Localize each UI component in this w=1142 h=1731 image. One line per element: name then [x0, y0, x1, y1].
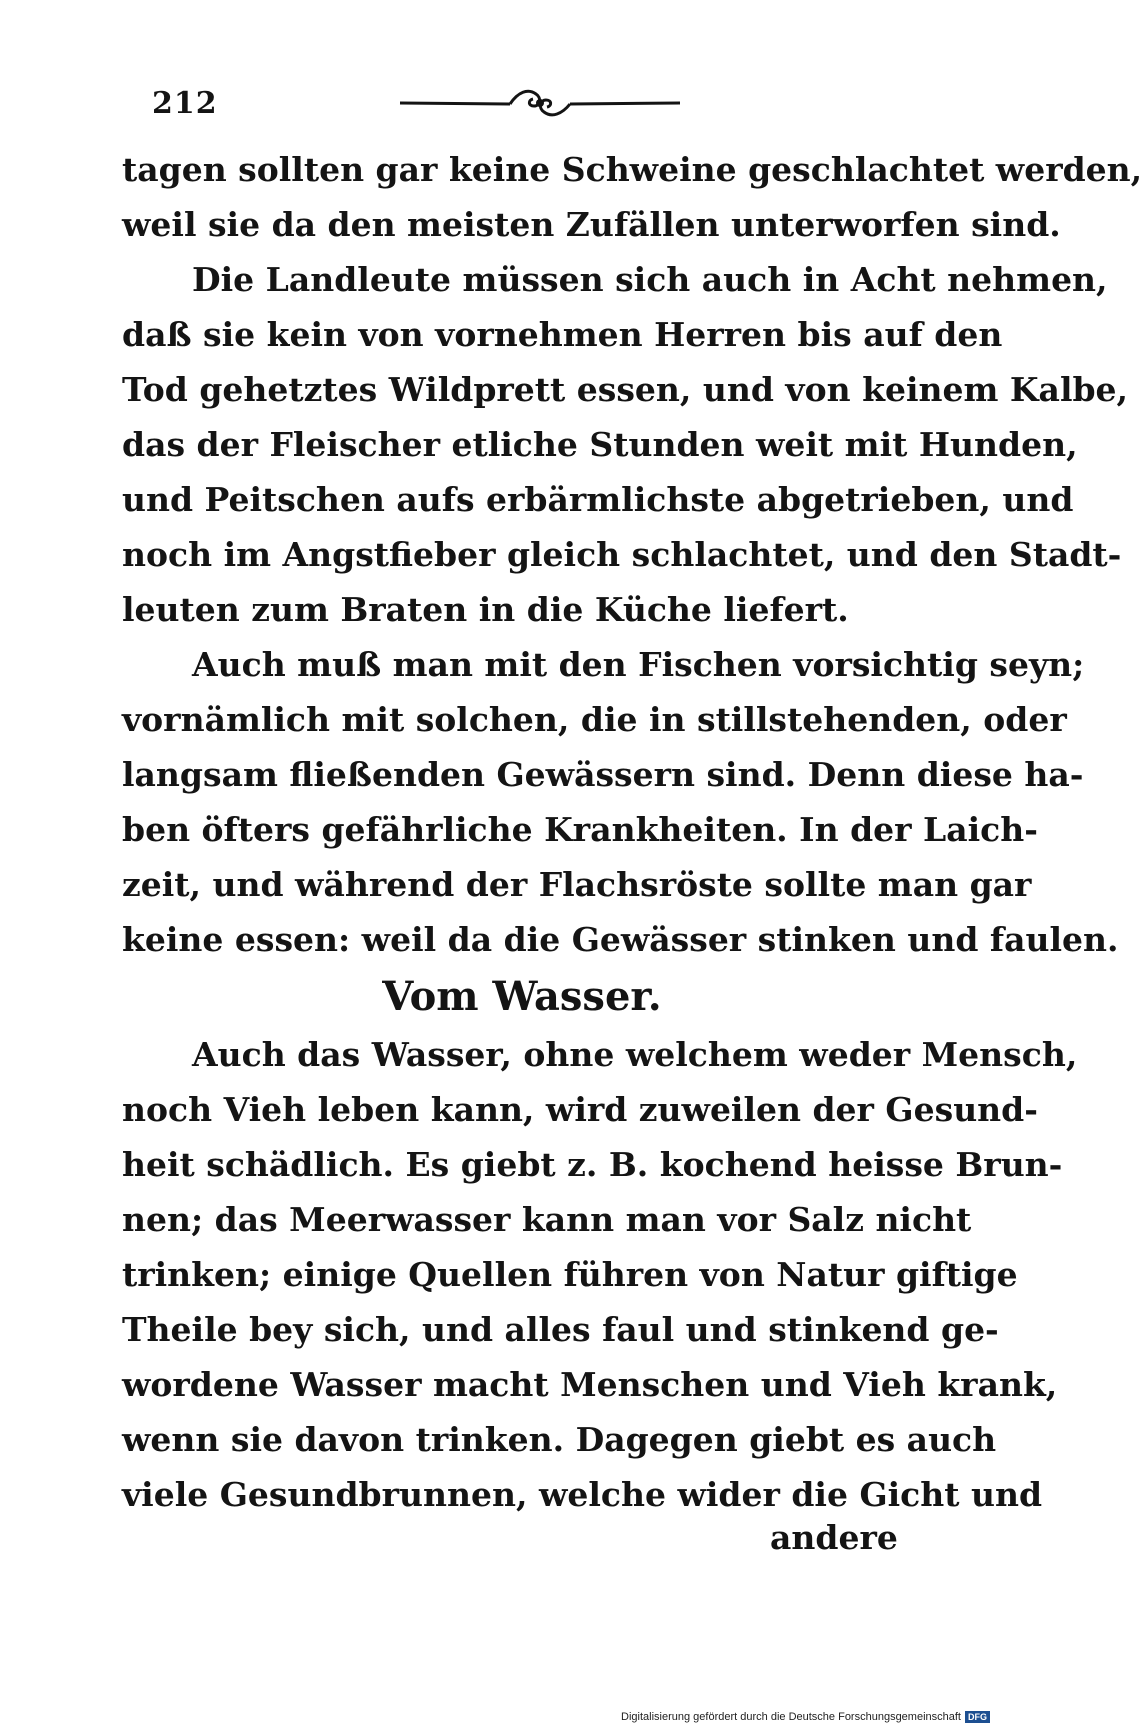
text-line: langsam fließenden Gewässern sind. Denn diese ha- — [122, 755, 1084, 794]
header-ornament-icon — [390, 78, 690, 128]
text-line: Die Landleute müssen sich auch in Acht nehmen, — [192, 260, 1108, 299]
text-line: Tod gehetztes Wildprett essen, und von keinem Kalbe, — [122, 370, 1129, 409]
text-line: Auch das Wasser, ohne welchem weder Mensch, — [192, 1035, 1078, 1074]
text-line: weil sie da den meisten Zufällen unterworfen sind. — [122, 205, 1061, 244]
text-line: tagen sollten gar keine Schweine geschlachtet werden, — [122, 150, 1142, 189]
text-line: wordene Wasser macht Menschen und Vieh krank, — [122, 1365, 1058, 1404]
text-line: leuten zum Braten in die Küche liefert. — [122, 590, 849, 629]
text-line: viele Gesundbrunnen, welche wider die Gicht und — [122, 1475, 1043, 1514]
text-line: zeit, und während der Flachsröste sollte man gar — [122, 865, 1032, 904]
text-line: noch Vieh leben kann, wird zuweilen der Gesund- — [122, 1090, 1038, 1129]
footer-credit: Digitalisierung gefördert durch die Deutsche Forschungsgemeinschaft — [621, 1711, 961, 1723]
text-line: nen; das Meerwasser kann man vor Salz nicht — [122, 1200, 972, 1239]
dfg-logo: DFG — [965, 1711, 990, 1723]
text-line: das der Fleischer etliche Stunden weit mit Hunden, — [122, 425, 1078, 464]
catchword: andere — [770, 1518, 898, 1557]
text-line: Theile bey sich, und alles faul und stinkend ge- — [122, 1310, 999, 1349]
text-line: noch im Angstfieber gleich schlachtet, und den Stadt- — [122, 535, 1122, 574]
text-line: wenn sie davon trinken. Dagegen giebt es auch — [122, 1420, 997, 1459]
text-line: ben öfters gefährliche Krankheiten. In der Laich- — [122, 810, 1038, 849]
page-text — [122, 142, 1142, 1522]
text-line: heit schädlich. Es giebt z. B. kochend heisse Brun- — [122, 1145, 1063, 1184]
page-header — [120, 78, 920, 128]
text-line: daß sie kein von vornehmen Herren bis auf den — [122, 315, 1003, 354]
text-line: trinken; einige Quellen führen von Natur giftige — [122, 1255, 1018, 1294]
text-line: Auch muß man mit den Fischen vorsichtig seyn; — [192, 645, 1085, 684]
text-line: und Peitschen aufs erbärmlichste abgetrieben, und — [122, 480, 1074, 519]
section-heading: Vom Wasser. — [382, 973, 662, 1020]
digitization-footer — [621, 1711, 990, 1723]
page-number: 212 — [152, 86, 218, 121]
text-line: keine essen: weil da die Gewässer stinken und faulen. — [122, 920, 1119, 959]
text-line: vornämlich mit solchen, die in stillstehenden, oder — [122, 700, 1067, 739]
